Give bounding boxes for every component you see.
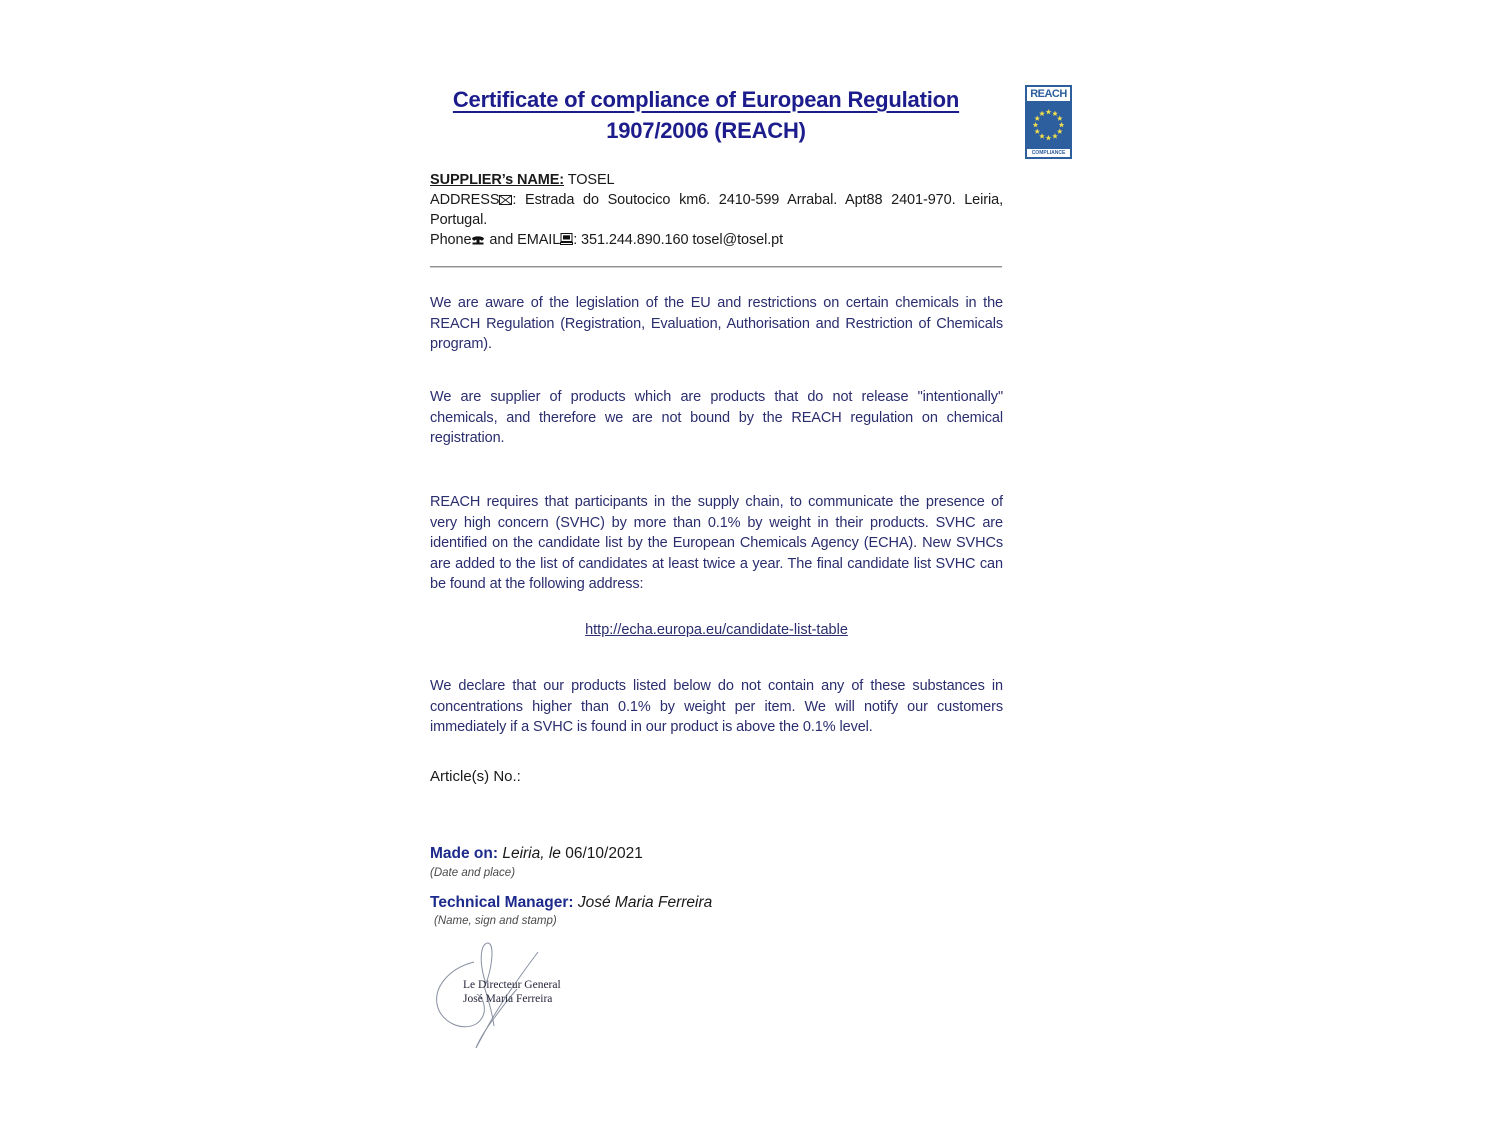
page-title	[424, 84, 988, 146]
technical-manager-row	[430, 894, 712, 912]
reach-logo-header: REACH	[1025, 85, 1072, 103]
supplier-address-row	[430, 191, 1003, 231]
supplier-name-value: TOSEL	[564, 172, 615, 188]
phone-icon	[471, 232, 485, 252]
section-divider	[430, 266, 1002, 268]
paragraph-supplier-statement: We are supplier of products which are products that do not release "intentionally" chemicals, and therefore we are not bound by the REACH regulation on chemical registration.	[430, 389, 1003, 446]
supplier-contact-row	[430, 231, 1003, 252]
made-on-date: 06/10/2021	[565, 845, 643, 862]
made-on-label: Made on:	[430, 845, 499, 862]
supplier-name-label: SUPPLIER’s NAME:	[430, 172, 565, 188]
technical-manager-name: José Maria Ferreira	[573, 894, 713, 911]
stamp-line1: Le Directeur General	[463, 979, 561, 991]
address-label: ADDRESS	[430, 191, 500, 208]
envelope-icon	[499, 192, 512, 212]
paragraph-svhc-requirement: REACH requires that participants in the supply chain, to communicate the presence of very high concern (SVHC) by more than 0.1% by weight in their products. SVHC are identified on the candidate list by the European Chemicals Agency (ECHA). New SVHCs are added to the list of candidates at least twice a year. The final candidate list SVHC can be found at the following address:	[430, 494, 1003, 592]
stamp-line2: José Maria Ferreira	[463, 993, 553, 1005]
paragraph-declaration: We declare that our products listed below do not contain any of these substances in concentrations higher than 0.1% by weight per item. We will notify our customers immediately if a SVHC is found in our product is above the 0.1% level.	[430, 678, 1003, 735]
signature-stamp-text	[463, 978, 561, 1006]
made-on-row	[430, 845, 643, 863]
eu-stars-icon	[1025, 103, 1072, 147]
made-on-place: Leiria, le	[498, 845, 566, 862]
reach-compliance-logo	[1025, 85, 1072, 159]
article-number-label: Article(s) No.:	[430, 768, 521, 785]
supplier-name-row	[430, 171, 1003, 191]
date-place-hint: (Date and place)	[430, 867, 516, 879]
technical-manager-label: Technical Manager:	[430, 894, 574, 911]
computer-icon	[560, 232, 573, 252]
contact-value: : 351.244.890.160 tosel@tosel.pt	[573, 231, 784, 248]
title-line2: 1907/2006 (REACH)	[606, 118, 806, 143]
reach-logo-footer: COMPLIANCE	[1025, 147, 1072, 159]
candidate-list-link-row	[430, 621, 1003, 639]
email-join-label: and EMAIL	[485, 231, 561, 248]
address-value: : Estrada do Soutocico km6. 2410-599 Arrabal. Apt88 2401-970. Leiria, Portugal.	[430, 191, 1003, 228]
name-sign-stamp-hint: (Name, sign and stamp)	[434, 915, 557, 927]
title-line1: Certificate of compliance of European Regulation	[452, 87, 960, 112]
phone-label: Phone	[430, 231, 472, 248]
candidate-list-link[interactable]: http://echa.europa.eu/candidate-list-table	[585, 622, 848, 638]
paragraph-reach-awareness: We are aware of the legislation of the EU and restrictions on certain chemicals in the REACH Regulation (Registration, Evaluation, Authorisation and Restriction of Chemicals program).	[430, 295, 1003, 352]
supplier-block	[430, 171, 1003, 251]
